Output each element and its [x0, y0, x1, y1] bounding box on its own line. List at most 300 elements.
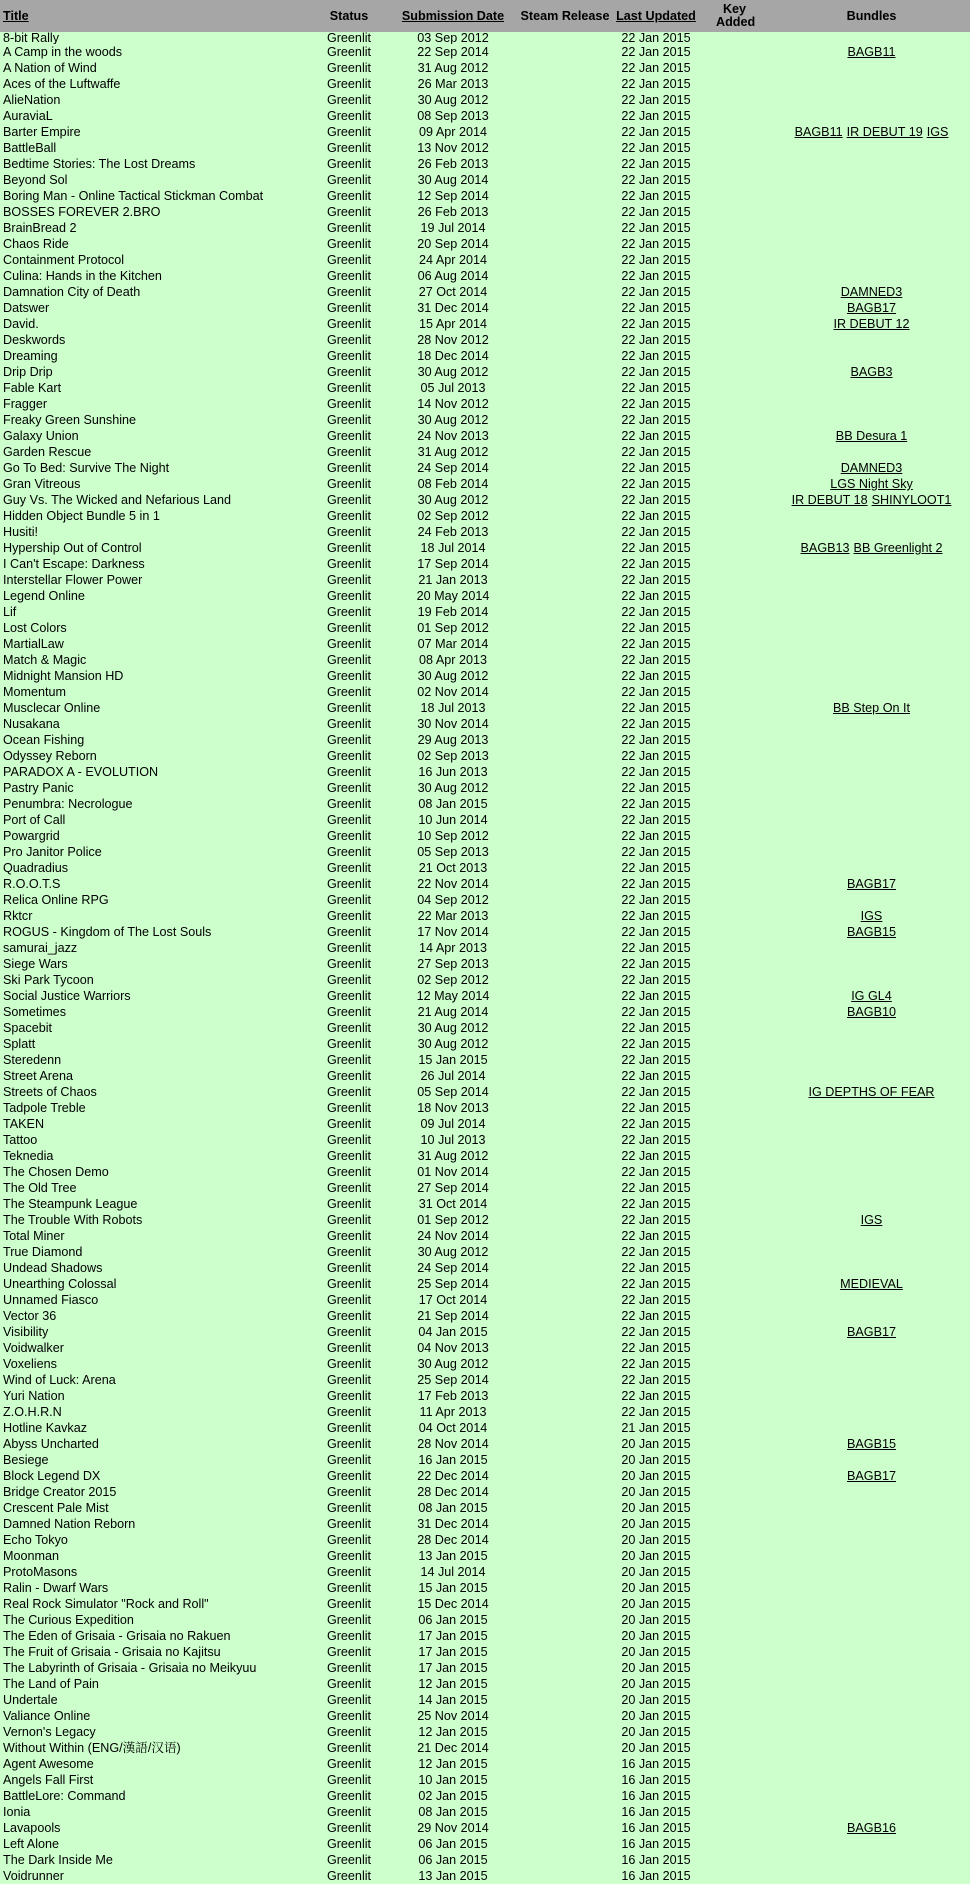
cell-last-updated: 22 Jan 2015 — [621, 1229, 691, 1243]
cell-last-updated: 22 Jan 2015 — [621, 301, 691, 315]
table-row — [0, 1068, 970, 1084]
cell-steam-release — [514, 876, 616, 892]
cell-bundles — [773, 540, 970, 556]
table-row — [0, 860, 970, 876]
cell-last-updated: 22 Jan 2015 — [621, 909, 691, 923]
cell-status: Greenlit — [326, 77, 372, 91]
cell-steam-release — [514, 1132, 616, 1148]
cell-last-updated: 22 Jan 2015 — [621, 717, 691, 731]
cell-steam-release — [514, 1500, 616, 1516]
cell-key-added — [696, 124, 773, 140]
cell-bundles — [773, 1116, 970, 1132]
cell-submission-date: 16 Jun 2013 — [418, 765, 488, 779]
cell-title: R.O.O.T.S — [3, 877, 61, 891]
bundle-link[interactable]: BAGB17 — [846, 877, 896, 891]
cell-steam-release — [514, 1244, 616, 1260]
cell-title: Musclecar Online — [3, 701, 101, 715]
cell-steam-release — [514, 508, 616, 524]
cell-key-added — [696, 348, 773, 364]
cell-key-added — [696, 1084, 773, 1100]
table-row — [0, 156, 970, 172]
cell-steam-release — [514, 1260, 616, 1276]
cell-key-added — [696, 316, 773, 332]
table-row — [0, 444, 970, 460]
cell-bundles — [773, 684, 970, 700]
sort-link-title[interactable]: Title — [3, 8, 29, 23]
cell-bundles — [773, 1836, 970, 1852]
cell-bundles — [773, 620, 970, 636]
cell-title: The Chosen Demo — [3, 1165, 109, 1179]
cell-steam-release — [514, 1740, 616, 1756]
cell-submission-date: 30 Aug 2012 — [417, 669, 489, 683]
cell-key-added — [696, 268, 773, 284]
table-row — [0, 60, 970, 76]
cell-bundles — [773, 1468, 970, 1484]
cell-status: Greenlit — [326, 605, 372, 619]
cell-steam-release — [514, 412, 616, 428]
cell-submission-date: 30 Aug 2012 — [417, 1037, 489, 1051]
cell-status: Greenlit — [326, 717, 372, 731]
cell-status: Greenlit — [326, 1741, 372, 1755]
cell-title: Ocean Fishing — [3, 733, 85, 747]
cell-last-updated: 22 Jan 2015 — [621, 1261, 691, 1275]
cell-status: Greenlit — [326, 749, 372, 763]
cell-status: Greenlit — [326, 813, 372, 827]
cell-title: Real Rock Simulator "Rock and Roll" — [3, 1597, 209, 1611]
cell-steam-release — [514, 1580, 616, 1596]
cell-submission-date: 19 Feb 2014 — [417, 605, 489, 619]
cell-title: The Old Tree — [3, 1181, 77, 1195]
cell-bundles — [773, 700, 970, 716]
bundle-link[interactable]: DAMNED3 — [840, 461, 903, 475]
cell-status: Greenlit — [326, 1485, 372, 1499]
bundle-link[interactable]: IGS — [860, 909, 883, 923]
cell-title: Wind of Luck: Arena — [3, 1373, 116, 1387]
column-header-submission-date[interactable] — [392, 0, 514, 32]
cell-bundles — [773, 1852, 970, 1868]
cell-bundles — [773, 348, 970, 364]
table-row — [0, 572, 970, 588]
cell-bundles — [773, 1212, 970, 1228]
cell-status: Greenlit — [326, 1325, 372, 1339]
cell-title: Agent Awesome — [3, 1757, 94, 1771]
cell-steam-release — [514, 652, 616, 668]
cell-steam-release — [514, 428, 616, 444]
cell-status: Greenlit — [326, 1869, 372, 1883]
cell-status: Greenlit — [326, 1613, 372, 1627]
cell-title: Chaos Ride — [3, 237, 69, 251]
cell-steam-release — [514, 1756, 616, 1772]
table-row — [0, 492, 970, 508]
bundle-link[interactable]: BAGB13 — [800, 541, 850, 555]
cell-bundles — [773, 796, 970, 812]
cell-steam-release — [514, 1836, 616, 1852]
cell-submission-date: 30 Aug 2014 — [417, 173, 489, 187]
cell-last-updated: 22 Jan 2015 — [621, 253, 691, 267]
cell-key-added — [696, 1676, 773, 1692]
cell-key-added — [696, 1468, 773, 1484]
cell-submission-date: 30 Aug 2012 — [417, 1021, 489, 1035]
cell-bundles — [773, 316, 970, 332]
table-row — [0, 1148, 970, 1164]
table-row — [0, 876, 970, 892]
cell-key-added — [696, 252, 773, 268]
cell-key-added — [696, 380, 773, 396]
cell-submission-date: 17 Jan 2015 — [418, 1645, 488, 1659]
cell-last-updated: 22 Jan 2015 — [621, 77, 691, 91]
cell-bundles — [773, 1500, 970, 1516]
cell-steam-release — [514, 700, 616, 716]
cell-last-updated: 22 Jan 2015 — [621, 829, 691, 843]
cell-key-added — [696, 508, 773, 524]
bundle-link[interactable]: IGS — [926, 125, 949, 139]
cell-steam-release — [514, 1340, 616, 1356]
bundle-link[interactable]: IR DEBUT 12 — [833, 317, 910, 331]
cell-status: Greenlit — [326, 1069, 372, 1083]
bundle-link[interactable]: BAGB17 — [846, 1325, 896, 1339]
cell-steam-release — [514, 540, 616, 556]
table-row — [0, 1404, 970, 1420]
cell-last-updated: 20 Jan 2015 — [621, 1581, 691, 1595]
cell-steam-release — [514, 620, 616, 636]
cell-status: Greenlit — [326, 1629, 372, 1643]
bundle-link[interactable]: MEDIEVAL — [840, 1277, 903, 1291]
cell-title: Containment Protocol — [3, 253, 125, 267]
table-row — [0, 620, 970, 636]
cell-key-added — [696, 1836, 773, 1852]
bundle-link[interactable]: IR DEBUT 19 — [846, 125, 923, 139]
cell-bundles — [773, 236, 970, 252]
cell-submission-date: 12 Jan 2015 — [418, 1677, 488, 1691]
cell-steam-release — [514, 476, 616, 492]
cell-last-updated: 22 Jan 2015 — [621, 461, 691, 475]
cell-submission-date: 17 Oct 2014 — [418, 1293, 488, 1307]
cell-key-added — [696, 1260, 773, 1276]
cell-bundles — [773, 1180, 970, 1196]
cell-title: ROGUS - Kingdom of The Lost Souls — [3, 925, 212, 939]
table-row — [0, 380, 970, 396]
table-row — [0, 1228, 970, 1244]
cell-bundles — [773, 636, 970, 652]
cell-status: Greenlit — [326, 429, 372, 443]
cell-last-updated: 22 Jan 2015 — [621, 1325, 691, 1339]
cell-status: Greenlit — [326, 573, 372, 587]
cell-bundles — [773, 444, 970, 460]
cell-submission-date: 03 Sep 2012 — [417, 32, 489, 44]
column-header-bundles: Bundles — [846, 8, 897, 23]
cell-status: Greenlit — [326, 93, 372, 107]
cell-bundles — [773, 1340, 970, 1356]
table-row — [0, 1708, 970, 1724]
cell-last-updated: 22 Jan 2015 — [621, 93, 691, 107]
cell-bundles — [773, 1420, 970, 1436]
cell-submission-date: 04 Nov 2013 — [417, 1341, 489, 1355]
sort-link-last-updated[interactable]: Last Updated — [616, 8, 696, 23]
cell-bundles — [773, 284, 970, 300]
cell-steam-release — [514, 268, 616, 284]
cell-last-updated: 22 Jan 2015 — [621, 749, 691, 763]
table-row — [0, 1420, 970, 1436]
cell-last-updated: 20 Jan 2015 — [621, 1725, 691, 1739]
bundle-link[interactable]: BAGB17 — [846, 1469, 896, 1483]
cell-steam-release — [514, 380, 616, 396]
bundle-link[interactable]: BAGB15 — [846, 1437, 896, 1451]
cell-status: Greenlit — [326, 1181, 372, 1195]
cell-steam-release — [514, 684, 616, 700]
cell-last-updated: 22 Jan 2015 — [621, 1213, 691, 1227]
cell-title: 8-bit Rally — [3, 32, 59, 44]
cell-steam-release — [514, 668, 616, 684]
bundle-link[interactable]: BAGB11 — [847, 45, 896, 59]
cell-key-added — [696, 700, 773, 716]
cell-steam-release — [514, 1804, 616, 1820]
cell-last-updated: 22 Jan 2015 — [621, 957, 691, 971]
cell-key-added — [696, 1388, 773, 1404]
cell-steam-release — [514, 1868, 616, 1884]
cell-status: Greenlit — [326, 957, 372, 971]
bundle-link[interactable]: BAGB11 — [794, 125, 843, 139]
bundle-link[interactable]: IR DEBUT 18 — [791, 493, 868, 507]
bundle-link[interactable]: BAGB3 — [850, 365, 893, 379]
cell-key-added — [696, 668, 773, 684]
bundle-link[interactable]: IG DEPTHS OF FEAR — [808, 1085, 935, 1099]
cell-last-updated: 22 Jan 2015 — [621, 32, 691, 44]
cell-submission-date: 12 Jan 2015 — [418, 1725, 488, 1739]
cell-submission-date: 30 Aug 2012 — [417, 365, 489, 379]
cell-status: Greenlit — [326, 781, 372, 795]
cell-last-updated: 22 Jan 2015 — [621, 189, 691, 203]
cell-submission-date: 02 Sep 2012 — [417, 973, 489, 987]
table-row — [0, 1724, 970, 1740]
bundle-link[interactable]: BB Desura 1 — [835, 429, 908, 443]
bundle-link[interactable]: LGS Night Sky — [830, 477, 913, 491]
table-row — [0, 1324, 970, 1340]
cell-submission-date: 31 Dec 2014 — [417, 1517, 489, 1531]
cell-title: Voidrunner — [3, 1869, 64, 1883]
table-row — [0, 524, 970, 540]
cell-key-added — [696, 476, 773, 492]
cell-status: Greenlit — [326, 1693, 372, 1707]
cell-steam-release — [514, 1404, 616, 1420]
bundle-link[interactable]: IGS — [860, 1213, 883, 1227]
cell-steam-release — [514, 1452, 616, 1468]
cell-status: Greenlit — [326, 1053, 372, 1067]
cell-status: Greenlit — [326, 173, 372, 187]
cell-last-updated: 22 Jan 2015 — [621, 317, 691, 331]
cell-status: Greenlit — [326, 397, 372, 411]
table-row — [0, 1660, 970, 1676]
cell-steam-release — [514, 1004, 616, 1020]
cell-bundles — [773, 1772, 970, 1788]
sort-link-submission-date[interactable]: Submission Date — [401, 8, 505, 23]
cell-key-added — [696, 364, 773, 380]
cell-submission-date: 02 Sep 2012 — [417, 509, 489, 523]
cell-key-added — [696, 796, 773, 812]
cell-key-added — [696, 1052, 773, 1068]
cell-submission-date: 28 Dec 2014 — [417, 1533, 489, 1547]
cell-last-updated: 22 Jan 2015 — [621, 493, 691, 507]
cell-bundles — [773, 1580, 970, 1596]
cell-last-updated: 16 Jan 2015 — [621, 1805, 691, 1819]
bundle-link[interactable]: BB Greenlight 2 — [853, 541, 943, 555]
cell-title: Drip Drip — [3, 365, 53, 379]
table-row — [0, 316, 970, 332]
table-row — [0, 1020, 970, 1036]
cell-status: Greenlit — [326, 1581, 372, 1595]
table-row — [0, 956, 970, 972]
cell-bundles — [773, 172, 970, 188]
cell-steam-release — [514, 1388, 616, 1404]
cell-steam-release — [514, 1772, 616, 1788]
cell-last-updated: 20 Jan 2015 — [621, 1661, 691, 1675]
cell-last-updated: 22 Jan 2015 — [621, 621, 691, 635]
cell-steam-release — [514, 1564, 616, 1580]
column-header-last-updated[interactable] — [616, 0, 696, 32]
cell-bundles — [773, 1196, 970, 1212]
table-row — [0, 268, 970, 284]
cell-bundles — [773, 460, 970, 476]
cell-status: Greenlit — [326, 157, 372, 171]
cell-key-added — [696, 1420, 773, 1436]
cell-key-added — [696, 1116, 773, 1132]
cell-submission-date: 06 Jan 2015 — [418, 1837, 488, 1851]
table-row — [0, 684, 970, 700]
table-row — [0, 1756, 970, 1772]
bundle-link[interactable]: BAGB17 — [846, 301, 896, 315]
table-row — [0, 1436, 970, 1452]
cell-last-updated: 22 Jan 2015 — [621, 1005, 691, 1019]
cell-status: Greenlit — [326, 589, 372, 603]
cell-steam-release — [514, 1068, 616, 1084]
cell-status: Greenlit — [326, 1213, 372, 1227]
cell-steam-release — [514, 1676, 616, 1692]
cell-title: Total Miner — [3, 1229, 65, 1243]
cell-status: Greenlit — [326, 525, 372, 539]
table-row — [0, 236, 970, 252]
table-row — [0, 1356, 970, 1372]
cell-title: The Trouble With Robots — [3, 1213, 143, 1227]
cell-bundles — [773, 1644, 970, 1660]
cell-key-added — [696, 92, 773, 108]
cell-bundles — [773, 1532, 970, 1548]
bundle-link[interactable]: BAGB10 — [846, 1005, 896, 1019]
cell-submission-date: 24 Apr 2014 — [419, 253, 487, 267]
cell-status: Greenlit — [326, 189, 372, 203]
cell-title: Odyssey Reborn — [3, 749, 97, 763]
cell-status: Greenlit — [326, 1533, 372, 1547]
cell-status: Greenlit — [326, 621, 372, 635]
bundle-link[interactable]: BAGB15 — [846, 925, 896, 939]
cell-steam-release — [514, 76, 616, 92]
cell-last-updated: 20 Jan 2015 — [621, 1645, 691, 1659]
cell-status: Greenlit — [326, 509, 372, 523]
table-row — [0, 1820, 970, 1836]
cell-last-updated: 22 Jan 2015 — [621, 221, 691, 235]
cell-steam-release — [514, 1164, 616, 1180]
cell-title: Bridge Creator 2015 — [3, 1485, 117, 1499]
cell-steam-release — [514, 780, 616, 796]
cell-submission-date: 26 Mar 2013 — [417, 77, 489, 91]
table-row — [0, 92, 970, 108]
bundle-link[interactable]: DAMNED3 — [840, 285, 903, 299]
cell-bundles — [773, 844, 970, 860]
cell-key-added — [696, 220, 773, 236]
table-row — [0, 284, 970, 300]
cell-steam-release — [514, 32, 616, 44]
cell-last-updated: 22 Jan 2015 — [621, 1245, 691, 1259]
cell-key-added — [696, 492, 773, 508]
table-row — [0, 1740, 970, 1756]
cell-bundles — [773, 1756, 970, 1772]
cell-bundles — [773, 1132, 970, 1148]
cell-title: Undead Shadows — [3, 1261, 103, 1275]
cell-key-added — [696, 716, 773, 732]
cell-last-updated: 20 Jan 2015 — [621, 1549, 691, 1563]
cell-last-updated: 22 Jan 2015 — [621, 701, 691, 715]
cell-status: Greenlit — [326, 1373, 372, 1387]
cell-last-updated: 16 Jan 2015 — [621, 1773, 691, 1787]
cell-title: PARADOX A - EVOLUTION — [3, 765, 159, 779]
table-row — [0, 332, 970, 348]
bundle-link[interactable]: BAGB16 — [846, 1821, 896, 1835]
bundle-link[interactable]: SHINYLOOT1 — [871, 493, 952, 507]
cell-last-updated: 20 Jan 2015 — [621, 1517, 691, 1531]
cell-last-updated: 20 Jan 2015 — [621, 1693, 691, 1707]
cell-bundles — [773, 1708, 970, 1724]
cell-steam-release — [514, 1308, 616, 1324]
cell-key-added — [696, 1580, 773, 1596]
table-row — [0, 508, 970, 524]
cell-key-added — [696, 236, 773, 252]
cell-steam-release — [514, 972, 616, 988]
bundle-link[interactable]: BB Step On It — [832, 701, 910, 715]
cell-last-updated: 20 Jan 2015 — [621, 1597, 691, 1611]
table-row — [0, 636, 970, 652]
cell-status: Greenlit — [326, 365, 372, 379]
cell-steam-release — [514, 1532, 616, 1548]
cell-last-updated: 22 Jan 2015 — [621, 397, 691, 411]
cell-submission-date: 17 Jan 2015 — [418, 1661, 488, 1675]
column-header-title[interactable] — [0, 0, 306, 32]
cell-submission-date: 10 Sep 2012 — [417, 829, 489, 843]
cell-key-added — [696, 1484, 773, 1500]
cell-key-added — [696, 572, 773, 588]
cell-title: Relica Online RPG — [3, 893, 109, 907]
cell-bundles — [773, 764, 970, 780]
cell-status: Greenlit — [326, 1437, 372, 1451]
cell-steam-release — [514, 1468, 616, 1484]
cell-bundles — [773, 1100, 970, 1116]
cell-key-added — [696, 1628, 773, 1644]
cell-bundles — [773, 1228, 970, 1244]
cell-submission-date: 06 Jan 2015 — [418, 1853, 488, 1867]
cell-status: Greenlit — [326, 1197, 372, 1211]
bundle-link[interactable]: IG GL4 — [851, 989, 892, 1003]
cell-steam-release — [514, 1692, 616, 1708]
cell-title: Unnamed Fiasco — [3, 1293, 99, 1307]
cell-last-updated: 22 Jan 2015 — [621, 605, 691, 619]
cell-key-added — [696, 1612, 773, 1628]
cell-last-updated: 22 Jan 2015 — [621, 685, 691, 699]
cell-steam-release — [514, 1084, 616, 1100]
cell-key-added — [696, 1436, 773, 1452]
cell-submission-date: 30 Aug 2012 — [417, 493, 489, 507]
cell-bundles — [773, 476, 970, 492]
cell-key-added — [696, 972, 773, 988]
cell-bundles — [773, 412, 970, 428]
cell-submission-date: 24 Sep 2014 — [417, 1261, 489, 1275]
cell-submission-date: 21 Sep 2014 — [417, 1309, 489, 1323]
